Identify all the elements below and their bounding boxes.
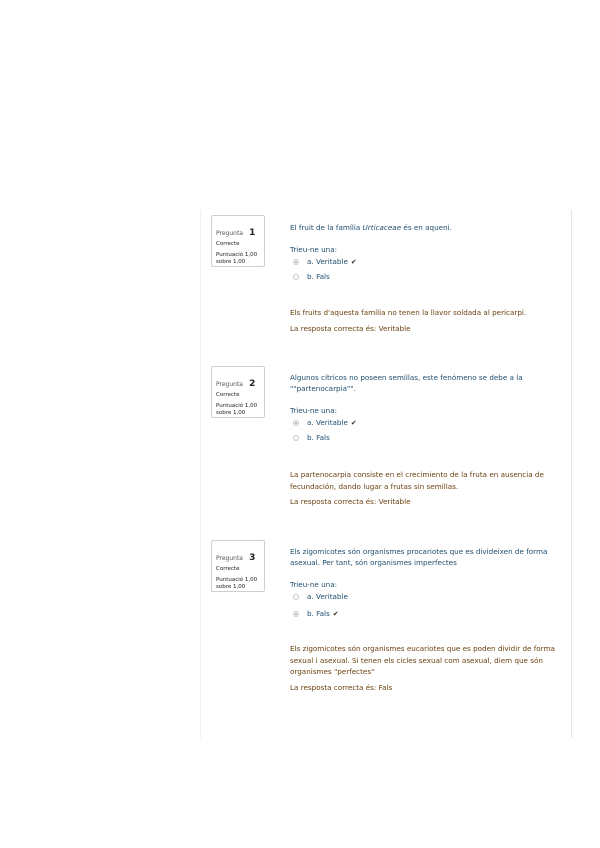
question-content-3 xyxy=(290,546,556,692)
correct-answer-text: La resposta correcta és: Veritable xyxy=(290,323,411,333)
question-info-1 xyxy=(211,215,265,267)
option-a[interactable] xyxy=(293,415,556,430)
option-b[interactable] xyxy=(293,430,556,445)
question-state: Correcte xyxy=(216,392,240,398)
option-b[interactable] xyxy=(293,606,556,621)
question-state: Correcte xyxy=(216,566,240,572)
question-text: El fruit de la família Urticaceae és en aqueni. xyxy=(290,223,452,232)
question-info-3 xyxy=(211,540,265,592)
feedback-text: Els zigomicotes són organismes eucariotes que es poden dividir de forma sexual i asexual. Si tenen els cicles sexual com asexual, diem que són organismes "perfectes" xyxy=(290,644,555,676)
option-label: a. Veritable xyxy=(307,257,348,266)
question-grade: Puntuació 1,00 sobre 1,00 xyxy=(216,577,258,590)
question-info-2 xyxy=(211,366,265,418)
option-label: b. Fals xyxy=(307,609,330,618)
correct-answer-text: La resposta correcta és: Fals xyxy=(290,682,393,692)
answer-prompt: Trieu-ne una: xyxy=(290,406,338,415)
correct-answer-text: La resposta correcta és: Veritable xyxy=(290,497,411,506)
question-content-1 xyxy=(290,222,556,333)
check-icon: ✔ xyxy=(332,609,339,618)
question-text: Els zigomicotes són organismes procariotes que es divideixen de forma asexual. Per tant, són organismes imperfectes xyxy=(290,547,548,567)
feedback-text: Els fruits d'aquesta família no tenen la llavor soldada al pericarpi. xyxy=(290,308,527,317)
question-number: 1 xyxy=(249,228,256,238)
feedback-text: La partenocarpia consiste en el crecimiento de la fruta en ausencia de fecundación, dando lugar a frutas sin semillas. xyxy=(290,470,544,491)
option-a[interactable] xyxy=(293,254,556,269)
question-label: Pregunta xyxy=(216,230,243,237)
radio-selected-icon[interactable] xyxy=(293,420,299,426)
question-state: Correcte xyxy=(216,241,240,247)
radio-icon[interactable] xyxy=(293,435,299,441)
quiz-review-panel xyxy=(200,210,572,738)
question-number: 3 xyxy=(249,553,256,563)
option-label: b. Fals xyxy=(307,272,330,281)
check-icon: ✔ xyxy=(350,418,357,427)
question-label: Pregunta xyxy=(216,381,243,388)
radio-selected-icon[interactable] xyxy=(293,259,299,265)
option-a[interactable] xyxy=(293,589,556,604)
answer-prompt: Trieu-ne una: xyxy=(290,580,338,589)
question-grade: Puntuació 1,00 sobre 1,00 xyxy=(216,252,258,265)
answer-prompt: Trieu-ne una: xyxy=(290,245,338,254)
radio-icon[interactable] xyxy=(293,274,299,280)
radio-icon[interactable] xyxy=(293,594,299,600)
question-label: Pregunta xyxy=(216,555,243,562)
option-b[interactable] xyxy=(293,269,556,284)
option-label: b. Fals xyxy=(307,433,330,442)
option-label: a. Veritable xyxy=(307,592,348,601)
question-content-2 xyxy=(290,372,556,506)
question-number: 2 xyxy=(249,379,256,389)
question-text: Algunos cítricos no poseen semillas, este fenómeno se debe a la ""partenocarpia"". xyxy=(290,373,523,393)
check-icon: ✔ xyxy=(350,257,357,266)
radio-selected-icon[interactable] xyxy=(293,611,299,617)
option-label: a. Veritable xyxy=(307,418,348,427)
question-grade: Puntuació 1,00 sobre 1,00 xyxy=(216,403,258,416)
